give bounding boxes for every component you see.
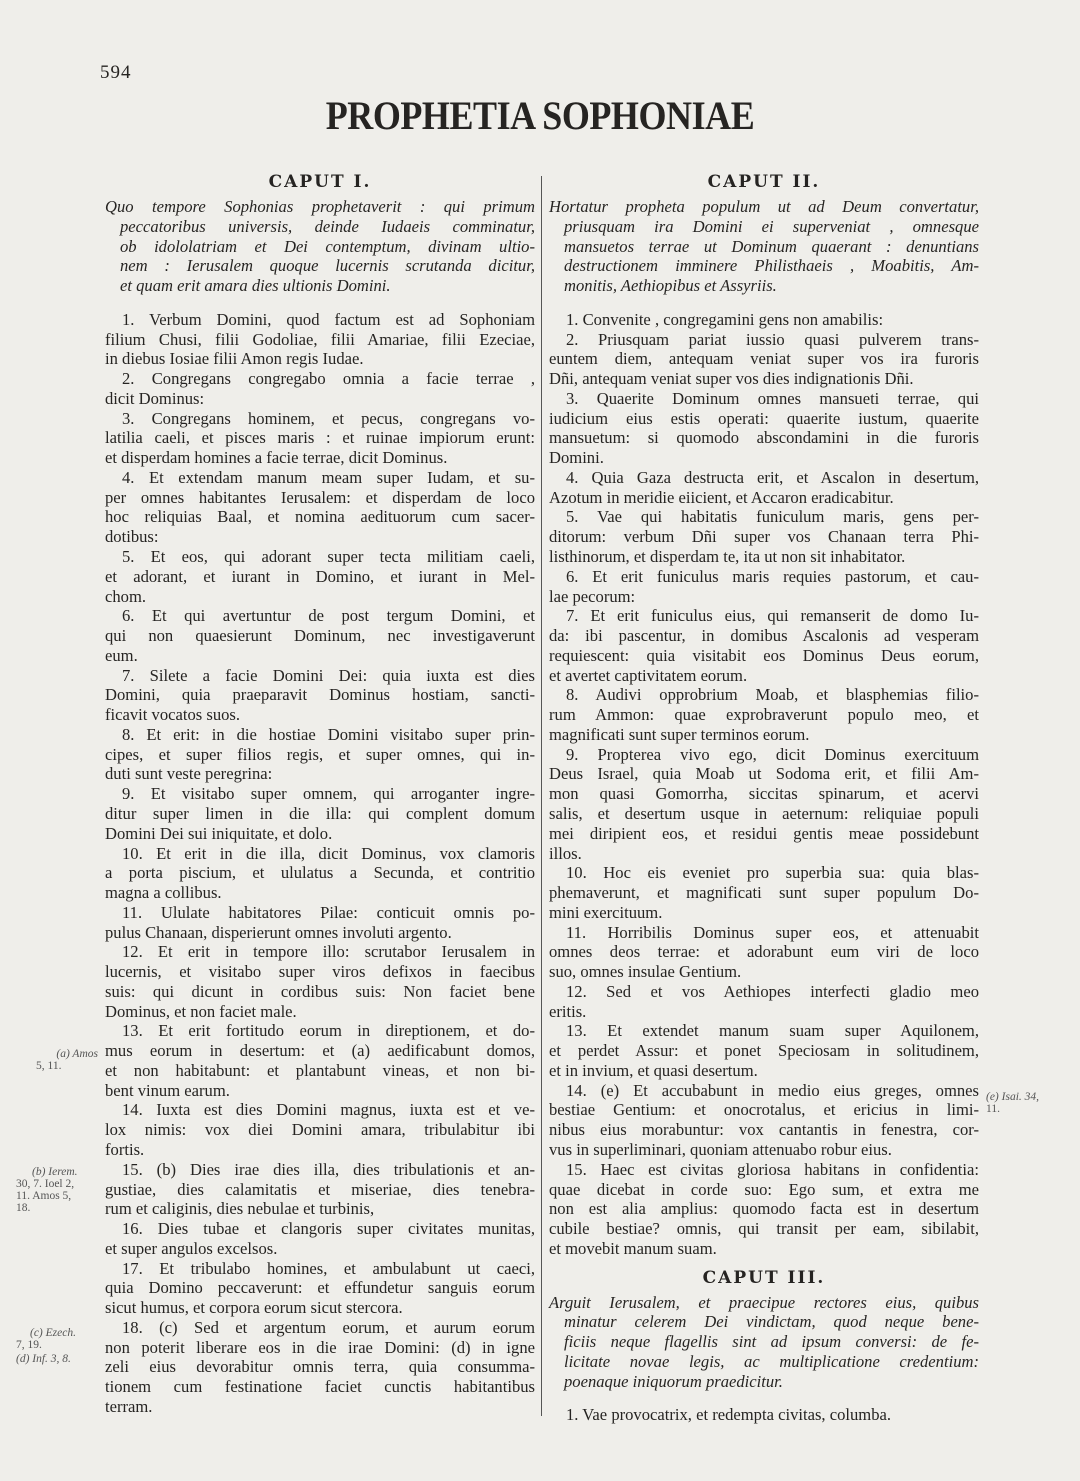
text-line: requiescent: quia visitabit eos Dominus Deus eorum, xyxy=(549,645,979,665)
verse xyxy=(105,903,535,943)
margin-note-a xyxy=(36,1048,98,1072)
text-line: 2. Congregans congregabo omnia a facie terrae , xyxy=(122,369,535,389)
text-line: minatur celerem Dei vindictam, quod neque bene- xyxy=(564,1312,979,1332)
text-line: da: ibi pascentur, in domibus Ascalonis ad vesperam xyxy=(549,626,979,646)
text-line: et avertet captivitatem eorum. xyxy=(549,665,748,685)
note-line: 7, 19. xyxy=(16,1339,42,1351)
text-line: Hortatur propheta populum ut ad Deum convertatur, xyxy=(549,197,979,216)
text-line: fortis. xyxy=(105,1139,145,1159)
text-line: in diebus Iosiae filii Amon regis Iudae. xyxy=(105,349,364,369)
note-line: (c) Ezech. xyxy=(30,1327,76,1339)
verse xyxy=(549,745,979,864)
verse xyxy=(549,982,979,1022)
note-line: 11. Amos 5, xyxy=(16,1190,72,1202)
verse xyxy=(549,1405,979,1425)
note-line: 11. xyxy=(986,1103,1000,1115)
verse xyxy=(105,409,535,468)
text-line: 18. (c) Sed et argentum eorum, et aurum eorum xyxy=(122,1317,535,1337)
right-column xyxy=(549,0,979,1425)
note-line: 5, 11. xyxy=(36,1060,62,1072)
text-line: et quam erit amara dies ultionis Domini. xyxy=(120,276,391,296)
text-line: priusquam ira Domini ei superveniat , omnesque xyxy=(564,216,979,236)
text-line: ficiis neque flagellis sint ad ipsum conversi: de fe- xyxy=(564,1332,979,1352)
text-line: 5. Et eos, qui adorant super tecta militiam caeli, xyxy=(122,547,535,567)
verse xyxy=(549,1160,979,1259)
margin-note-d xyxy=(16,1353,106,1365)
margin-note-e xyxy=(986,1091,1076,1115)
verse xyxy=(549,567,979,607)
text-line: euntem diem, antequam veniat super vos ira furoris xyxy=(549,349,979,369)
text-line: 9. Propterea vivo ego, dicit Dominus exercituum xyxy=(566,744,979,764)
verse xyxy=(549,685,979,744)
chapter-summary xyxy=(549,1293,979,1392)
text-line: 15. (b) Dies irae dies illa, dies tribulationis et an- xyxy=(122,1159,535,1179)
verse xyxy=(549,606,979,685)
text-line: nibus eius morabuntur: vox cantantis in fenestra, cor- xyxy=(549,1120,979,1140)
text-line: nem : Ierusalem quoque lucernis scrutanda dicitur, xyxy=(120,256,535,276)
text-line: suis: qui dicunt in cordibus suis: Non faciet bene xyxy=(105,981,535,1001)
text-line: eritis. xyxy=(549,1001,587,1021)
text-line: a porta piscium, et ululatus a Secunda, et contritio xyxy=(105,863,535,883)
margin-note-b xyxy=(16,1166,102,1214)
text-line: ficavit vocatos suos. xyxy=(105,705,241,725)
text-line: duti sunt veste peregrina: xyxy=(105,764,273,784)
verse xyxy=(549,923,979,982)
text-line: magna a collibus. xyxy=(105,883,222,903)
text-line: cipes, et super filios regis, et super omnes, qui in- xyxy=(105,744,535,764)
text-line: rum et caliginis, dies nebulae et turbinis, xyxy=(105,1199,375,1219)
text-line: 1. Verbum Domini, quod factum est ad Sophoniam xyxy=(122,309,535,329)
text-line: et in invium, et quasi desertum. xyxy=(549,1060,758,1080)
text-line: destructionem imminere Philisthaeis , Moabitis, Am- xyxy=(564,256,979,276)
chapter-heading: CAPUT I. xyxy=(268,172,372,192)
text-line: lox nimis: vox diei Domini amara, tribulabitur ibi xyxy=(105,1120,535,1140)
verse xyxy=(549,468,979,508)
text-line: illos. xyxy=(549,843,582,863)
text-line: bent vinum earum. xyxy=(105,1080,230,1100)
text-line: et disperdam homines a facie terrae, dicit Dominus. xyxy=(105,448,448,468)
text-line: 11. Horribilis Dominus super eos, et attenuabit xyxy=(566,922,979,942)
text-line: mei diripient eos, et residui gentis meae possidebunt xyxy=(549,823,979,843)
text-line: 13. Et extendet manum suam super Aquilonem, xyxy=(566,1021,979,1041)
verse xyxy=(549,330,979,389)
verse xyxy=(105,942,535,1021)
verse xyxy=(105,725,535,784)
verse xyxy=(105,1318,535,1417)
verse xyxy=(105,784,535,843)
text-line: mansuetos terrae ut Dominum quaerant : denuntians xyxy=(564,236,979,256)
text-line: 12. Sed et vos Aethiopes interfecti gladio meo xyxy=(566,981,979,1001)
text-line: Domini Dei sui iniquitate, et dolo. xyxy=(105,823,333,843)
text-line: 6. Et erit funiculus maris requies pastorum, et cau- xyxy=(566,566,979,586)
text-line: 7. Silete a facie Domini Dei: quia iuxta est dies xyxy=(122,665,535,685)
text-line: qui non quaesierunt Dominum, nec investigaverunt xyxy=(105,626,535,646)
text-line: listhinorum, et disperdam te, ita ut non sit inhabitator. xyxy=(549,547,906,567)
margin-note-c xyxy=(16,1327,102,1351)
text-line: mini exercituum. xyxy=(549,902,663,922)
text-line: Dñi, antequam veniat super vos dies indignationis Dñi. xyxy=(549,369,914,389)
text-line: rum Ammon: quae exprobraverunt populo meo, et xyxy=(549,705,979,725)
text-line: chom. xyxy=(105,586,147,606)
text-line: mansuetum: si quomodo abscondamini in die furoris xyxy=(549,428,979,448)
text-line: Arguit Ierusalem, et praecipue rectores eius, quibus xyxy=(549,1292,979,1312)
text-line: omnes deos terrae: et adorabunt eum viri de loco xyxy=(549,942,979,962)
verse xyxy=(105,844,535,903)
verse xyxy=(105,1259,535,1318)
verse xyxy=(549,863,979,922)
text-line: 13. Et erit fortitudo eorum in direptionem, et do- xyxy=(122,1021,535,1041)
text-line: 9. Et visitabo super omnem, qui arroganter ingre- xyxy=(122,784,535,804)
page-number: 594 xyxy=(100,62,132,83)
text-line: 5. Vae qui habitatis funiculum maris, gens per- xyxy=(566,507,979,527)
note-line: 18. xyxy=(16,1202,31,1214)
text-line: ob idololatriam et Dei contemptum, divinam ultio- xyxy=(120,236,535,256)
text-line: 6. Et qui avertuntur de post tergum Domini, et xyxy=(122,606,535,626)
text-line: et non habitabunt: et plantabunt vineas, et non bi- xyxy=(105,1060,535,1080)
verse xyxy=(105,1100,535,1159)
text-line: 16. Dies tubae et clangoris super civitates munitas, xyxy=(122,1219,535,1239)
text-line: 10. Et erit in die illa, dicit Dominus, vox clamoris xyxy=(122,843,535,863)
text-line: et adorant, et iurant in Domino, et iurant in Mel- xyxy=(105,566,535,586)
verse xyxy=(105,468,535,547)
text-line: 14. Iuxta est dies Domini magnus, iuxta est et ve- xyxy=(122,1100,535,1120)
text-line: dicit Dominus: xyxy=(105,388,205,408)
verse xyxy=(105,1219,535,1259)
text-line: gustiae, dies calamitatis et miseriae, dies tenebra- xyxy=(105,1179,535,1199)
verse xyxy=(105,547,535,606)
text-line: 2. Priusquam pariat iussio quasi pulverem trans- xyxy=(566,329,979,349)
text-line: lucernis, et visitabo super viros defixos in faecibus xyxy=(105,962,535,982)
page-title: PROPHETIA SOPHONIAE xyxy=(325,93,755,138)
verse xyxy=(105,310,535,369)
text-line: terram. xyxy=(105,1396,153,1416)
text-line: Azotum in meridie eiicient, et Accaron eradicabitur. xyxy=(549,487,894,507)
text-line: peccatoribus universis, deinde Iudaeis comminatur, xyxy=(120,216,535,236)
text-line: ditur super limen in die illa: qui complent domum xyxy=(105,803,535,823)
verse xyxy=(549,389,979,468)
text-line: filium Chusi, filii Godoliae, filii Amariae, filii Ezeciae, xyxy=(105,329,535,349)
text-line: 17. Et tribulabo homines, et ambulabunt ut caeci, xyxy=(122,1258,535,1278)
text-line: 1. Convenite , congregamini gens non amabilis: xyxy=(566,309,884,329)
text-line: 10. Hoc eis eveniet pro superbia sua: quia blas- xyxy=(566,863,979,883)
text-line: vus in superliminari, quoniam attenuabo robur eius. xyxy=(549,1139,892,1159)
chapter-summary xyxy=(105,197,535,296)
note-line: (d) Inf. 3, 8. xyxy=(16,1353,71,1365)
chapter-heading: CAPUT III. xyxy=(702,1267,826,1288)
text-line: quia Domino peccaverunt: et effundetur sanguis eorum xyxy=(105,1278,535,1298)
text-line: 3. Quaerite Dominum omnes mansueti terrae, qui xyxy=(566,388,979,408)
text-line: dotibus: xyxy=(105,527,159,547)
text-line: 12. Et erit in tempore illo: scrutabor Ierusalem in xyxy=(122,942,535,962)
text-line: suo, omnes insulae Gentium. xyxy=(549,962,742,982)
verse xyxy=(105,666,535,725)
text-line: hoc reliquias Baal, et nomina aedituorum cum sacer- xyxy=(105,507,535,527)
verse xyxy=(105,606,535,665)
verse xyxy=(105,1160,535,1219)
text-line: Domini. xyxy=(549,448,604,468)
text-line: licitate novae legis, ac multiplicatione credentium: xyxy=(564,1351,979,1371)
text-line: mus eorum in desertum: et (a) aedificabunt domos, xyxy=(105,1041,535,1061)
text-line: 15. Haec est civitas gloriosa habitans in confidentia: xyxy=(566,1159,979,1179)
text-line: 4. Quia Gaza destructa erit, et Ascalon in desertum, xyxy=(566,467,979,487)
text-line: latilia caeli, et pisces maris : et ruinae impiorum erunt: xyxy=(105,428,535,448)
chapter-summary xyxy=(549,197,979,296)
text-line: per omnes habitantes Ierusalem: et disperdam de loco xyxy=(105,487,535,507)
verse xyxy=(549,310,979,330)
text-line: et super angulos excelsos. xyxy=(105,1238,278,1258)
text-line: 11. Ululate habitatores Pilae: conticuit omnis po- xyxy=(122,902,535,922)
verse xyxy=(549,1021,979,1080)
note-line: (b) Ierem. xyxy=(32,1166,78,1178)
text-line: et movebit manum suam. xyxy=(549,1238,717,1258)
verse xyxy=(105,1021,535,1100)
text-line: 1. Vae provocatrix, et redempta civitas, columba. xyxy=(566,1405,892,1425)
text-line: cubile bestiae? omnis, qui transit per eam, sibilabit, xyxy=(549,1219,979,1239)
text-line: sicut humus, et corpora eorum sicut stercora. xyxy=(105,1298,403,1318)
text-line: et perdet Assur: et ponet Speciosam in solitudinem, xyxy=(549,1041,979,1061)
verse xyxy=(549,507,979,566)
text-line: 14. (e) Et accubabunt in medio eius greges, omnes xyxy=(566,1080,979,1100)
text-line: Deus Israel, quia Moab ut Sodoma erit, et filii Am- xyxy=(549,764,979,784)
text-line: quae dicebat in corde suo: Ego sum, et extra me xyxy=(549,1179,979,1199)
text-line: pulus Chanaan, disperierunt omnes involuti argento. xyxy=(105,922,452,942)
left-column xyxy=(105,0,535,1417)
text-line: Quo tempore Sophonias prophetaverit : qui primum xyxy=(105,197,535,216)
text-line: phemaverunt, et magnificati sunt super populum Do- xyxy=(549,883,979,903)
text-line: 8. Audivi opprobrium Moab, et blasphemias filio- xyxy=(566,685,979,705)
column-divider xyxy=(541,176,542,1416)
text-line: Dominus, et non faciet male. xyxy=(105,1001,297,1021)
verse xyxy=(549,1081,979,1160)
text-line: iudicium eius estis operati: quaerite iustum, quaerite xyxy=(549,408,979,428)
text-line: salis, et desertum usque in aeternum: reliquiae populi xyxy=(549,803,979,823)
text-line: tionem cum festinatione faciet cunctis habitantibus xyxy=(105,1377,535,1397)
chapter-heading: CAPUT II. xyxy=(707,172,821,192)
text-line: poenaque iniquorum praedicitur. xyxy=(564,1371,783,1391)
note-line: 30, 7. Ioel 2, xyxy=(16,1178,75,1190)
text-line: ditorum: verbum Dñi super vos Chanaan terra Phi- xyxy=(549,527,979,547)
text-line: 7. Et erit funiculus eius, qui remanserit de domo Iu- xyxy=(566,606,979,626)
text-line: 4. Et extendam manum meam super Iudam, et su- xyxy=(122,467,535,487)
text-line: zeli eius devorabitur omnis terra, quia consumma- xyxy=(105,1357,535,1377)
text-line: magnificati sunt super terminos eorum. xyxy=(549,724,810,744)
text-line: bestiae Gentium: et onocrotalus, et ericius in limi- xyxy=(549,1100,979,1120)
text-line: non poterit liberare eos in die irae Domini: (d) in igne xyxy=(105,1337,535,1357)
verse xyxy=(105,369,535,409)
text-line: lae pecorum: xyxy=(549,586,636,606)
text-line: non est alia amplius: quomodo facta est in desertum xyxy=(549,1199,979,1219)
note-line: (e) Isai. 34, xyxy=(986,1091,1040,1103)
text-line: Domini, quia praeparavit Dominus hostiam, sancti- xyxy=(105,685,535,705)
text-line: eum. xyxy=(105,645,138,665)
text-line: 8. Et erit: in die hostiae Domini visitabo super prin- xyxy=(122,724,535,744)
text-line: monitis, Aethiopibus et Assyriis. xyxy=(564,276,777,296)
text-line: mon quasi Gomorrha, siccitas spinarum, et acervi xyxy=(549,784,979,804)
text-line: 3. Congregans hominem, et pecus, congregans vo- xyxy=(122,408,535,428)
note-line: (a) Amos xyxy=(56,1048,98,1060)
